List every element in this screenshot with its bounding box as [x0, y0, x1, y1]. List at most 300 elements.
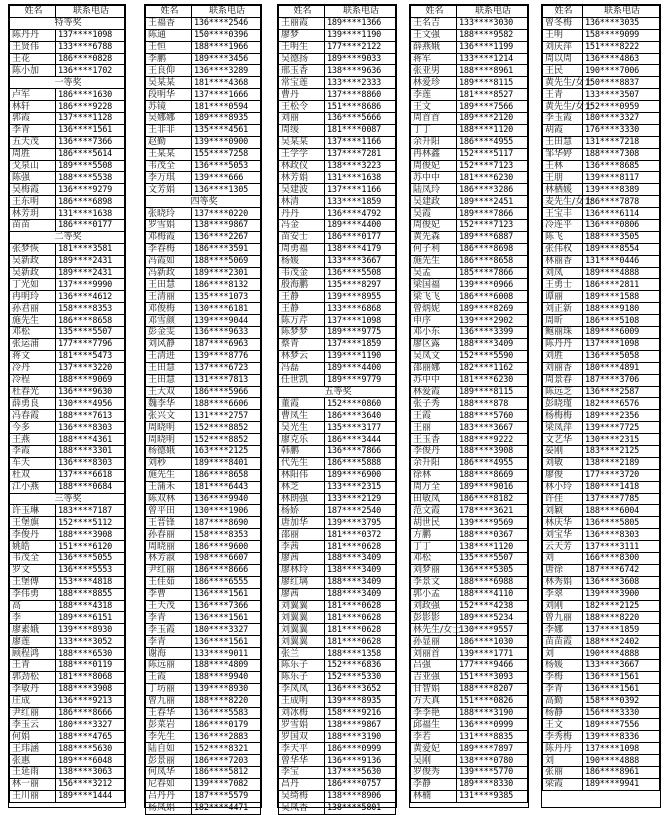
- winner-name: 廖素娥: [10, 624, 56, 636]
- table-row: [543, 683, 660, 695]
- winner-phone: 138****1120: [457, 541, 528, 553]
- table-row: [543, 648, 660, 660]
- winner-phone: 131****8835: [457, 731, 528, 743]
- winner-phone: 136****5583: [192, 707, 261, 719]
- winner-phone: 188****3301: [56, 445, 125, 457]
- winner-phone: 188****7613: [56, 410, 125, 422]
- table-row: [10, 196, 125, 208]
- winner-phone: 135****5507: [457, 552, 528, 564]
- table-row: [411, 267, 528, 279]
- winner-name: 林爱霞: [411, 386, 457, 398]
- winner-name: 刘宝华: [543, 529, 583, 541]
- winner-phone: 186****5614: [56, 148, 125, 160]
- winner-phone: 137****1166: [325, 136, 396, 148]
- winner-name: 王松令: [279, 101, 325, 113]
- winner-phone: 130****1906: [192, 505, 261, 517]
- table-row: [411, 77, 528, 89]
- table-row: [543, 315, 660, 327]
- table-row: [146, 267, 261, 279]
- winner-name: 林楠: [411, 790, 457, 802]
- winner-name: 魏李华: [146, 398, 192, 410]
- table-row: [543, 303, 660, 315]
- winner-phone: 187****2540: [325, 505, 396, 517]
- winner-phone: 188****4765: [56, 731, 125, 743]
- table-row: [543, 184, 660, 196]
- winner-phone: 133****6868: [325, 303, 396, 315]
- header-row: [543, 6, 660, 18]
- table-row: [411, 41, 528, 53]
- winner-name: 梁国福: [411, 279, 457, 291]
- table-row: [279, 279, 396, 291]
- winner-phone: 189****5508: [56, 160, 125, 172]
- table-row: [543, 576, 660, 588]
- winner-name: 吕强: [411, 659, 457, 671]
- winner-table-3: [278, 5, 396, 815]
- table-row: [10, 160, 125, 172]
- winner-name: 周晓明: [146, 434, 192, 446]
- winner-name: 廖林玲: [279, 564, 325, 576]
- table-row: [543, 291, 660, 303]
- table-row: [146, 184, 261, 196]
- header-name: 姓名: [146, 6, 192, 18]
- winner-name: 周万全: [411, 481, 457, 493]
- winner-phone: 151****8222: [583, 41, 660, 53]
- winner-name: 王燕: [10, 434, 56, 446]
- winner-name: 尼春如: [146, 778, 192, 790]
- section-row: [10, 493, 125, 505]
- table-row: [543, 778, 660, 790]
- winner-phone: 189****6900: [325, 469, 396, 481]
- winner-name: 王大双: [146, 386, 192, 398]
- winner-name: 李万琪: [146, 172, 192, 184]
- table-row: [146, 291, 261, 303]
- winner-phone: 151****8686: [325, 101, 396, 113]
- winner-phone: 188****1966: [192, 41, 261, 53]
- table-row: [279, 743, 396, 755]
- winner-name: 刘冰梅: [279, 707, 325, 719]
- table-row: [279, 731, 396, 743]
- winner-name: 廖俊: [543, 469, 583, 481]
- winner-phone: 152****8852: [192, 422, 261, 434]
- winner-name: 刘颖: [543, 505, 583, 517]
- table-row: [10, 648, 125, 660]
- winner-name: 陈小加: [10, 65, 56, 77]
- winner-phone: 136****9633: [192, 327, 261, 339]
- winner-name: 刘凤: [543, 267, 583, 279]
- winner-phone: 186****2811: [583, 279, 660, 291]
- winner-phone: 138****3409: [325, 564, 396, 576]
- winner-phone: 131****2757: [192, 410, 261, 422]
- winner-phone: 152****5330: [325, 671, 396, 683]
- table-row: [146, 410, 261, 422]
- winner-phone: 137****1128: [56, 113, 125, 125]
- table-row: [146, 493, 261, 505]
- header-phone: 联系电话: [325, 6, 396, 18]
- table-row: [411, 338, 528, 350]
- winner-phone: 187****5579: [192, 790, 261, 802]
- table-row: [279, 636, 396, 648]
- table-row: [10, 113, 125, 125]
- winner-name: 吴霞: [411, 208, 457, 220]
- table-row: [279, 529, 396, 541]
- table-row: [279, 398, 396, 410]
- table-row: [10, 505, 125, 517]
- winner-name: 陈乐子: [279, 659, 325, 671]
- table-row: [411, 719, 528, 731]
- winner-name: 陈远芝: [543, 386, 583, 398]
- winner-phone: 138****9636: [325, 65, 396, 77]
- table-row: [146, 350, 261, 362]
- table-row: [411, 445, 528, 457]
- winner-phone: 136****1561: [192, 636, 261, 648]
- winner-name: 黄先生/女士: [543, 77, 583, 89]
- winner-name: 薛燕娥: [411, 41, 457, 53]
- winner-name: 陈梦梦: [279, 327, 325, 339]
- winner-name: 李青: [146, 612, 192, 624]
- winner-phone: 137****6723: [192, 362, 261, 374]
- table-row: [10, 755, 125, 767]
- table-row: [146, 434, 261, 446]
- table-row: [543, 101, 660, 113]
- winner-name: 彭景丽: [146, 755, 192, 767]
- table-row: [543, 434, 660, 446]
- winner-name: 王清丽: [146, 291, 192, 303]
- table-row: [543, 743, 660, 755]
- table-row: [10, 398, 125, 410]
- winner-name: 高: [10, 600, 56, 612]
- winner-phone: 177****2122: [325, 41, 396, 53]
- winner-name: 赵勤: [146, 136, 192, 148]
- winner-phone: 177****9466: [457, 659, 528, 671]
- winner-name: 周以周: [543, 53, 583, 65]
- winner-phone: 186****0757: [325, 778, 396, 790]
- column-5: [541, 4, 661, 808]
- table-row: [279, 624, 396, 636]
- table-row: [279, 588, 396, 600]
- winner-phone: 181****0628: [325, 541, 396, 553]
- table-row: [146, 279, 261, 291]
- winner-phone: 189****8330: [457, 778, 528, 790]
- winner-name: 胡世民: [411, 517, 457, 529]
- winner-phone: 181****0628: [325, 612, 396, 624]
- table-row: [279, 303, 396, 315]
- winner-name: 今多: [10, 422, 56, 434]
- winner-name: 刘正新: [543, 303, 583, 315]
- winner-name: 方天真: [411, 695, 457, 707]
- table-row: [411, 148, 528, 160]
- winner-phone: 186****8658: [457, 255, 528, 267]
- winner-name: 李静: [411, 778, 457, 790]
- winner-name: 苗安士: [279, 231, 325, 243]
- table-row: [146, 255, 261, 267]
- winner-phone: 150****8837: [583, 77, 660, 89]
- winner-name: 高勤: [543, 695, 583, 707]
- winner-phone: 152****4238: [457, 600, 528, 612]
- winner-name: 车天: [10, 457, 56, 469]
- winner-name: 邵丽: [279, 529, 325, 541]
- winner-phone: 189****2301: [192, 267, 261, 279]
- winner-phone: 155****7258: [192, 148, 261, 160]
- winner-name: 陈双林: [146, 493, 192, 505]
- winner-name: 王文: [543, 719, 583, 731]
- winner-name: 王非非: [146, 124, 192, 136]
- winner-name: 余升阳: [411, 457, 457, 469]
- winner-phone: 136****5053: [192, 160, 261, 172]
- winner-phone: 136****9940: [192, 493, 261, 505]
- table-row: [543, 267, 660, 279]
- table-row: [146, 148, 261, 160]
- table-row: [279, 160, 396, 172]
- winner-phone: 136****4792: [325, 208, 396, 220]
- winner-name: 张丽: [543, 767, 583, 779]
- winner-name: 刘翼翼: [279, 600, 325, 612]
- winner-name: 田敏凤: [411, 493, 457, 505]
- winner-phone: 182****2125: [583, 600, 660, 612]
- winner-phone: 135****8297: [325, 279, 396, 291]
- winner-phone: 188****0367: [457, 529, 528, 541]
- table-row: [543, 552, 660, 564]
- winner-name: 王田慧: [146, 279, 192, 291]
- winner-phone: 188****1358: [325, 648, 396, 660]
- winner-phone: 186****8658: [192, 469, 261, 481]
- winner-name: 陈远丽: [146, 659, 192, 671]
- winner-name: 周俊妃: [411, 160, 457, 172]
- winner-phone: 130****2315: [583, 434, 660, 446]
- winner-phone: 136****2267: [192, 231, 261, 243]
- winner-name: 李伟勇: [10, 588, 56, 600]
- table-row: [543, 148, 660, 160]
- winner-phone: 139****3900: [583, 588, 660, 600]
- table-row: [279, 291, 396, 303]
- winner-name: 吴凤香: [279, 802, 325, 814]
- winner-name: 林爱珍: [411, 77, 457, 89]
- winner-phone: 183****3667: [457, 422, 528, 434]
- winner-phone: 181****6443: [192, 481, 261, 493]
- table-row: [543, 695, 660, 707]
- table-row: [411, 196, 528, 208]
- table-row: [10, 208, 125, 220]
- winner-name: 周晓丽: [146, 541, 192, 553]
- table-row: [279, 671, 396, 683]
- table-row: [279, 564, 396, 576]
- header-name: 姓名: [411, 6, 457, 18]
- table-row: [543, 541, 660, 553]
- winner-name: 王堡旗: [10, 517, 56, 529]
- winner-name: 冯霞如: [146, 255, 192, 267]
- winner-name: 韦茂全: [146, 160, 192, 172]
- winner-phone: 181****8527: [457, 89, 528, 101]
- winner-name: 江小燕: [10, 481, 56, 493]
- winner-phone: 188****3908: [56, 529, 125, 541]
- winner-name: 邓松: [411, 552, 457, 564]
- winner-phone: 136****5805: [583, 517, 660, 529]
- winner-name: 陈乐子: [279, 671, 325, 683]
- table-row: [543, 410, 660, 422]
- winner-name: 王静: [279, 291, 325, 303]
- winner-phone: 188****9069: [56, 374, 125, 386]
- winner-name: 王玮涵: [10, 743, 56, 755]
- table-row: [146, 315, 261, 327]
- winner-phone: 136****0999: [457, 719, 528, 731]
- winner-phone: 187****8690: [192, 517, 261, 529]
- winner-phone: 139****5770: [457, 767, 528, 779]
- winner-phone: 186****8182: [457, 493, 528, 505]
- winner-phone: 139****7082: [192, 778, 261, 790]
- winner-phone: 190****4888: [583, 755, 660, 767]
- table-row: [543, 493, 660, 505]
- winner-phone: 136****9630: [56, 386, 125, 398]
- table-row: [10, 291, 125, 303]
- table-row: [279, 802, 396, 814]
- winner-phone: 181****4368: [192, 77, 261, 89]
- winner-phone: 180****3327: [192, 624, 261, 636]
- winner-phone: 139****0900: [192, 136, 261, 148]
- table-row: [10, 434, 125, 446]
- table-row: [146, 160, 261, 172]
- winner-name: 张子秀: [411, 398, 457, 410]
- winner-name: 郭小孟: [411, 588, 457, 600]
- table-row: [279, 65, 396, 77]
- winner-name: 庄成: [10, 695, 56, 707]
- winner-phone: 156****3330: [583, 707, 660, 719]
- table-row: [543, 350, 660, 362]
- table-row: [10, 362, 125, 374]
- table-row: [146, 564, 261, 576]
- winner-name: 王春华: [146, 707, 192, 719]
- winner-phone: 181****0087: [325, 124, 396, 136]
- table-row: [543, 65, 660, 77]
- table-row: [146, 743, 261, 755]
- winner-name: 王福香: [146, 17, 192, 29]
- winner-name: 杜双: [10, 469, 56, 481]
- table-row: [10, 517, 125, 529]
- table-row: [146, 755, 261, 767]
- winner-name: 林丽香: [543, 255, 583, 267]
- winner-phone: 133****3507: [583, 89, 660, 101]
- winner-phone: 135****3177: [325, 422, 396, 434]
- table-row: [279, 707, 396, 719]
- winner-phone: 136****2587: [583, 386, 660, 398]
- table-row: [146, 172, 261, 184]
- winner-phone: 136****4612: [56, 291, 125, 303]
- winner-phone: 130****9557: [457, 624, 528, 636]
- winner-name: 刘庆萍: [543, 41, 583, 53]
- table-row: [411, 767, 528, 779]
- table-row: [10, 386, 125, 398]
- winner-name: 李翠: [543, 588, 583, 600]
- table-row: [146, 422, 261, 434]
- table-row: [279, 659, 396, 671]
- table-row: [10, 315, 125, 327]
- header-name: 姓名: [10, 6, 56, 18]
- winner-name: 吉亚强: [411, 671, 457, 683]
- winner-name: 林梦云: [279, 350, 325, 362]
- winner-name: 吴孟: [411, 267, 457, 279]
- table-row: [411, 386, 528, 398]
- winner-phone: 139****1190: [325, 29, 396, 41]
- table-row: [543, 279, 660, 291]
- winner-phone: 156****3212: [56, 778, 125, 790]
- table-row: [279, 410, 396, 422]
- winner-phone: 188****4809: [192, 659, 261, 671]
- winner-phone: 133****3030: [457, 17, 528, 29]
- winner-name: 文芳娟: [146, 184, 192, 196]
- winner-phone: 189****8554: [583, 243, 660, 255]
- table-row: [10, 778, 125, 790]
- table-row: [411, 208, 528, 220]
- winner-name: 吴建政: [411, 196, 457, 208]
- winner-name: 陈丹丹: [543, 743, 583, 755]
- winner-name: 林先生/女士: [411, 624, 457, 636]
- table-row: [279, 767, 396, 779]
- winner-name: 曹凤生: [279, 410, 325, 422]
- winner-name: 彭影影: [411, 612, 457, 624]
- table-row: [411, 564, 528, 576]
- winner-name: 李: [10, 612, 56, 624]
- table-row: [411, 457, 528, 469]
- header-row: [10, 6, 125, 18]
- winner-name: 李若: [411, 731, 457, 743]
- table-row: [543, 398, 660, 410]
- table-row: [279, 255, 396, 267]
- table-row: [279, 505, 396, 517]
- winner-phone: 152****5590: [457, 350, 528, 362]
- table-row: [146, 624, 261, 636]
- winner-phone: 152****6836: [325, 659, 396, 671]
- table-row: [146, 29, 261, 41]
- winner-name: 刘梦丽: [411, 564, 457, 576]
- winner-name: 王蒲禾: [146, 481, 192, 493]
- prize-section-title: 二等奖: [10, 231, 125, 243]
- table-row: [10, 659, 125, 671]
- table-row: [411, 505, 528, 517]
- winner-name: 廖克乐: [279, 434, 325, 446]
- winner-name: 冯金: [279, 220, 325, 232]
- table-row: [10, 576, 125, 588]
- table-row: [146, 243, 261, 255]
- winner-phone: 189****7556: [583, 719, 660, 731]
- table-row: [146, 338, 261, 350]
- winner-phone: 136****5666: [325, 113, 396, 125]
- winner-phone: 189****4400: [325, 220, 396, 232]
- table-row: [279, 89, 396, 101]
- winner-name: 冯磊: [279, 362, 325, 374]
- winner-phone: 186****3591: [192, 243, 261, 255]
- winner-phone: 137****1666: [192, 89, 261, 101]
- table-row: [10, 683, 125, 695]
- winner-phone: 183****7187: [56, 505, 125, 517]
- winner-name: 吴德扬: [279, 53, 325, 65]
- winner-phone: 188****4110: [457, 588, 528, 600]
- section-row: [279, 386, 396, 398]
- winner-phone: 139****8935: [325, 695, 396, 707]
- column-4: [409, 4, 529, 808]
- table-row: [279, 790, 396, 802]
- table-row: [10, 148, 125, 160]
- winner-phone: 188****5760: [457, 410, 528, 422]
- table-row: [543, 529, 660, 541]
- table-row: [411, 124, 528, 136]
- winner-name: 余升阳: [411, 136, 457, 148]
- winner-name: 王青: [10, 659, 56, 671]
- winner-phone: 189****4400: [325, 362, 396, 374]
- winner-name: 麦先生/女士: [543, 196, 583, 208]
- winner-phone: 139****3795: [325, 517, 396, 529]
- winner-phone: 186****4955: [457, 457, 528, 469]
- winner-phone: 188****6530: [56, 648, 125, 660]
- winner-name: 李李艳: [411, 707, 457, 719]
- table-row: [146, 327, 261, 339]
